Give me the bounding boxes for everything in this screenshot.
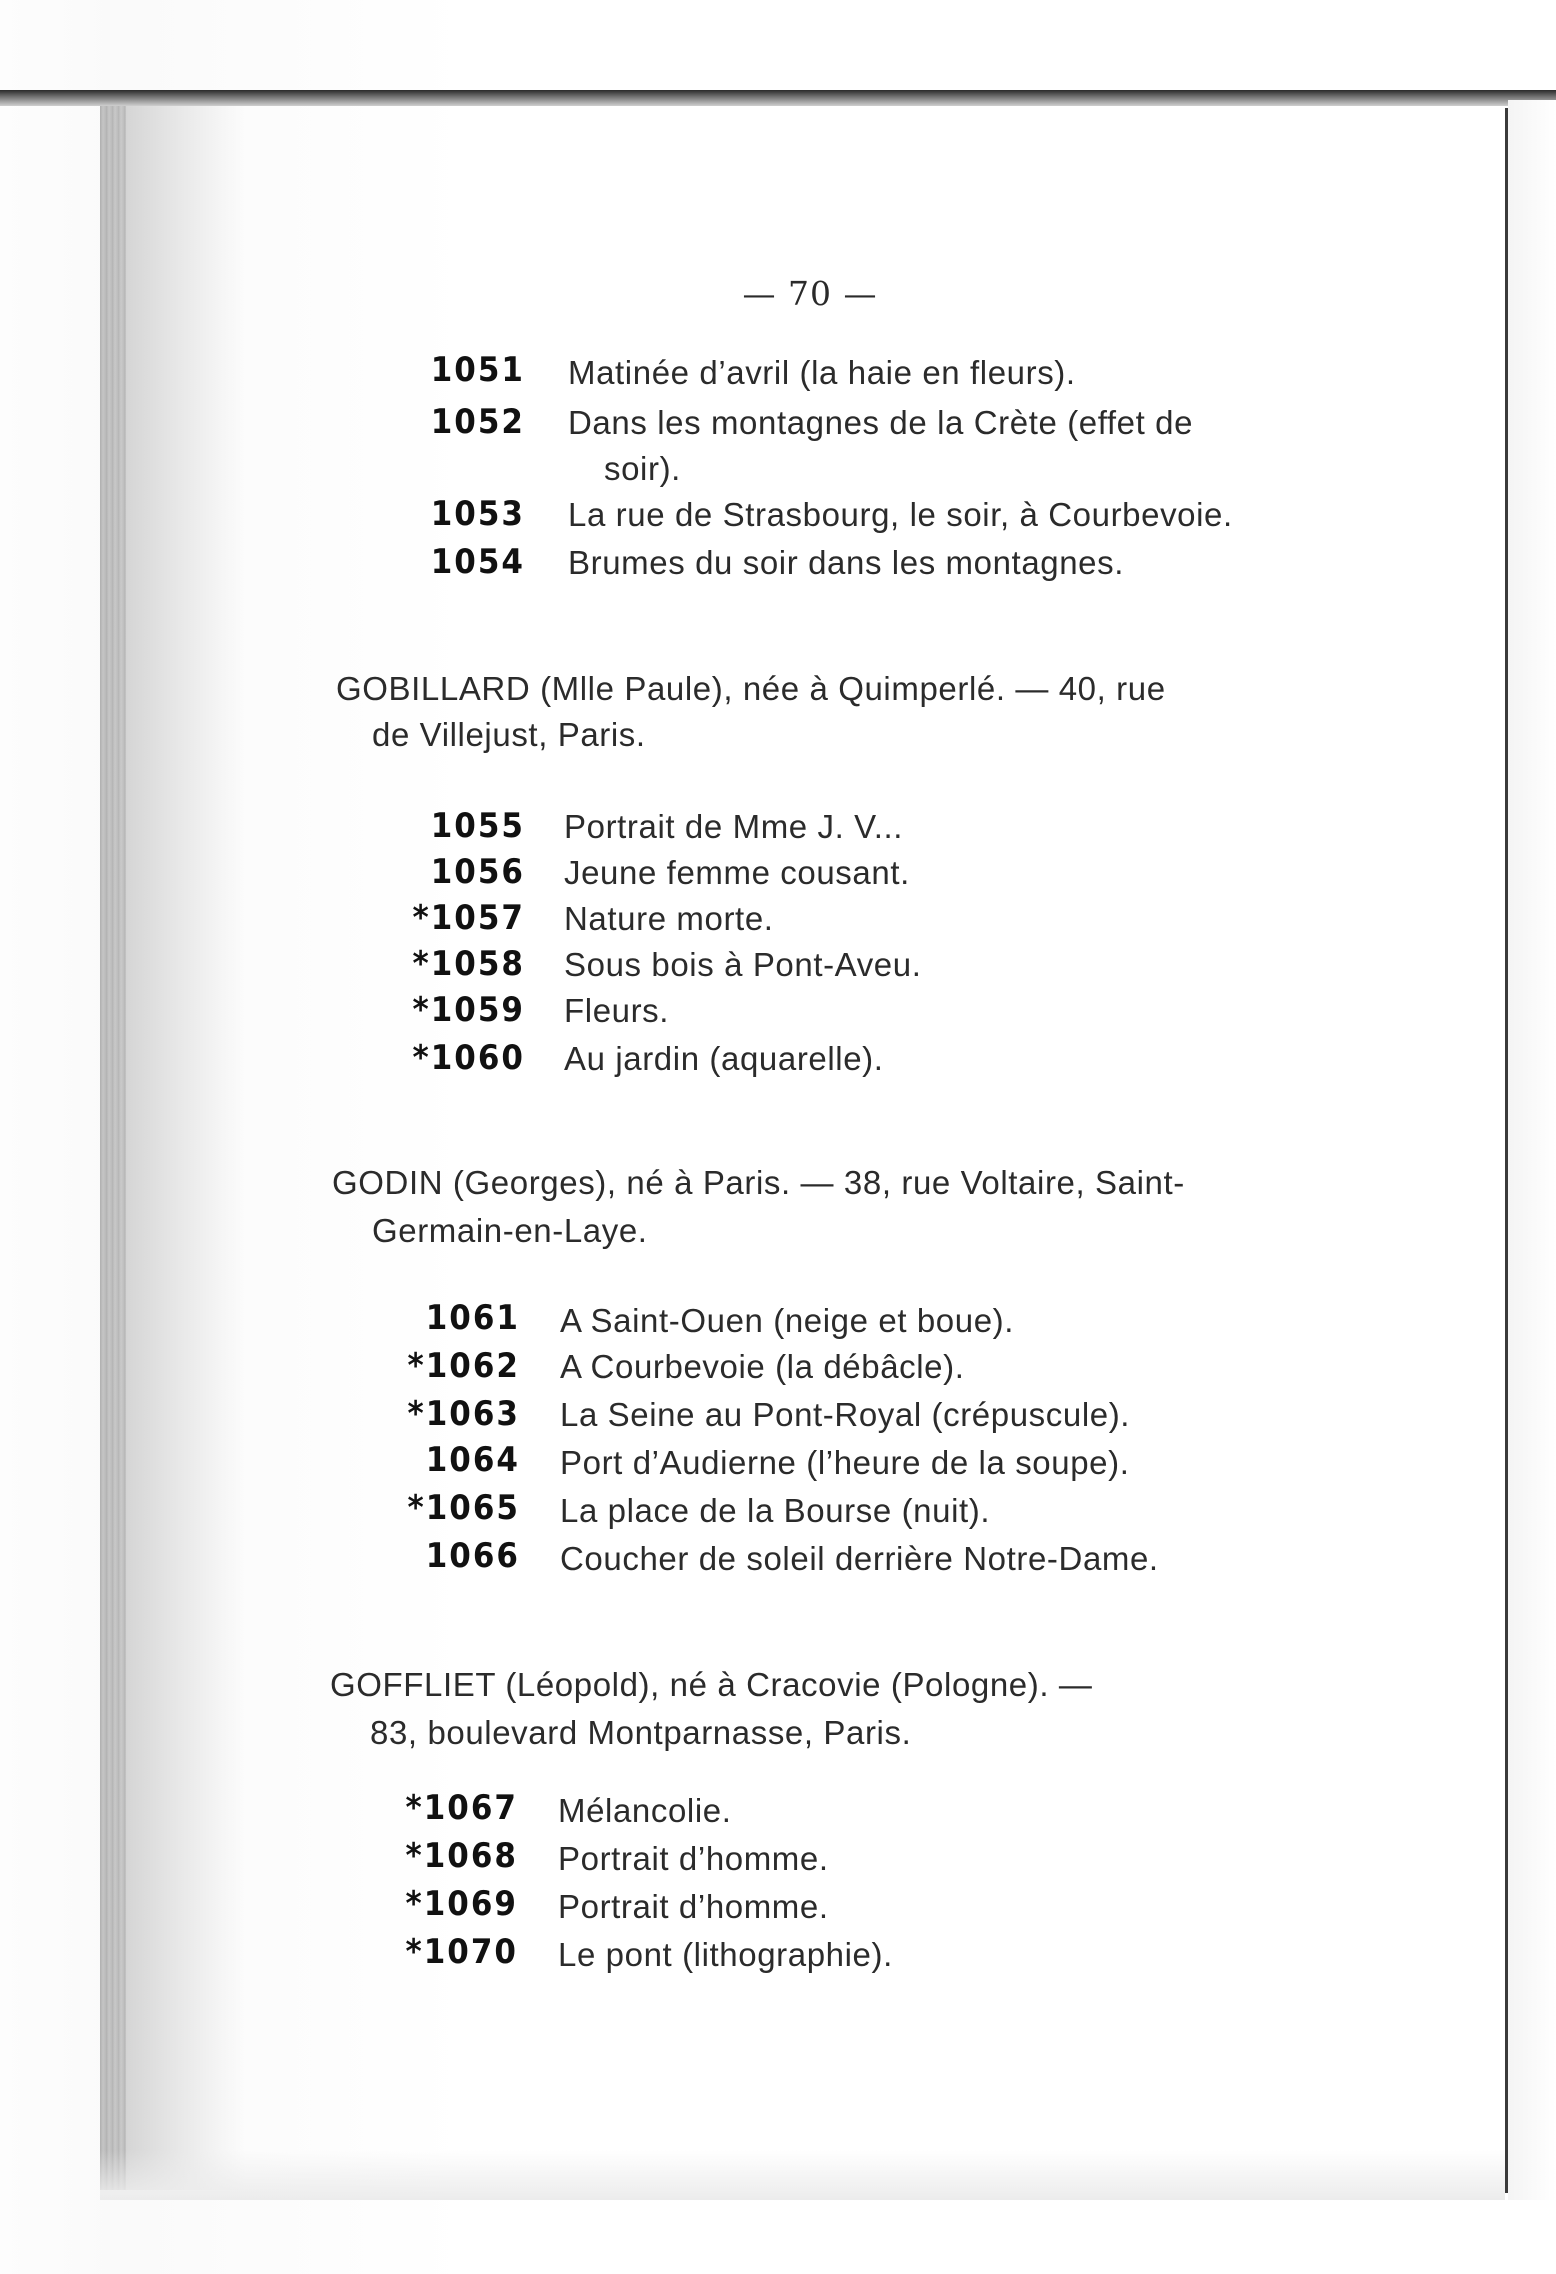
entry-title: Dans les montagnes de la Crète (effet de <box>568 404 1194 441</box>
entry-number: 1054 <box>430 542 525 582</box>
entry-number: 1056 <box>430 852 525 892</box>
catalogue-entry <box>298 1838 518 1884</box>
artist-heading: GOFFLIET (Léopold), né à Cracovie (Pologne). — <box>330 1666 1093 1703</box>
entry-number: *1059 <box>412 990 525 1030</box>
entry-title: Au jardin (aquarelle). <box>564 1040 884 1077</box>
page-right-edge <box>1508 100 1556 2200</box>
catalogue-entry <box>305 992 525 1038</box>
page-bottom-shadow <box>100 2150 1505 2200</box>
entry-number: 1064 <box>425 1440 520 1480</box>
entry-title: Mélancolie. <box>558 1792 732 1829</box>
book-binding <box>100 100 126 2190</box>
catalogue-entry <box>300 1396 520 1442</box>
entry-number: 1066 <box>425 1536 520 1576</box>
artist-address: 83, boulevard Montparnasse, Paris. <box>370 1714 912 1751</box>
entry-title: Brumes du soir dans les montagnes. <box>568 544 1125 581</box>
entry-number: *1068 <box>405 1836 518 1876</box>
entry-number: *1070 <box>405 1932 518 1972</box>
page-right-border <box>1505 108 1508 2193</box>
catalogue-entry <box>300 1300 520 1346</box>
entry-number: *1060 <box>412 1038 525 1078</box>
entry-title: A Saint-Ouen (neige et boue). <box>560 1302 1015 1339</box>
catalogue-entry <box>300 1442 520 1488</box>
catalogue-entry <box>305 900 525 946</box>
catalogue-entry <box>305 496 525 542</box>
entry-title: Coucher de soleil derrière Notre-Dame. <box>560 1540 1159 1577</box>
entry-number: *1069 <box>405 1884 518 1924</box>
entry-title: Nature morte. <box>564 900 774 937</box>
entry-number: *1063 <box>407 1394 520 1434</box>
catalogue-entry <box>305 544 525 590</box>
catalogue-entry <box>300 1490 520 1536</box>
entry-title: Le pont (lithographie). <box>558 1936 893 1973</box>
catalogue-entry <box>305 404 525 450</box>
entry-title: Portrait d’homme. <box>558 1840 829 1877</box>
entry-number: 1055 <box>430 806 525 846</box>
entry-number: 1061 <box>425 1298 520 1338</box>
catalogue-entry <box>305 808 525 854</box>
artist-heading: GODIN (Georges), né à Paris. — 38, rue Voltaire, Saint- <box>332 1164 1185 1201</box>
entry-title: Sous bois à Pont-Aveu. <box>564 946 922 983</box>
page-number: — 70 — <box>742 274 878 313</box>
entry-title: La rue de Strasbourg, le soir, à Courbevoie. <box>568 496 1233 533</box>
catalogue-entry <box>298 1790 518 1836</box>
artist-address: de Villejust, Paris. <box>372 716 646 753</box>
entry-title: Jeune femme cousant. <box>564 854 910 891</box>
entry-title: Fleurs. <box>564 992 670 1029</box>
entry-number: *1062 <box>407 1346 520 1386</box>
artist-heading: GOBILLARD (Mlle Paule), née à Quimperlé. — 40, rue <box>336 670 1166 707</box>
entry-number: 1051 <box>430 350 525 390</box>
catalogue-entry <box>305 352 525 398</box>
entry-title: Portrait de Mme J. V... <box>564 808 904 845</box>
entry-number: *1057 <box>412 898 525 938</box>
entry-number: *1058 <box>412 944 525 984</box>
catalogue-entry <box>305 1040 525 1086</box>
entry-title-continuation: soir). <box>604 450 681 487</box>
catalogue-entry <box>298 1934 518 1980</box>
catalogue-entry <box>300 1538 520 1584</box>
entry-title: Portrait d’homme. <box>558 1888 829 1925</box>
entry-title: La place de la Bourse (nuit). <box>560 1492 991 1529</box>
entry-number: *1067 <box>405 1788 518 1828</box>
catalogue-entry <box>305 854 525 900</box>
entry-number: 1052 <box>430 402 525 442</box>
entry-title: Matinée d’avril (la haie en fleurs). <box>568 354 1076 391</box>
catalogue-entry <box>305 946 525 992</box>
page-top-edge <box>0 90 1556 106</box>
entry-number: *1065 <box>407 1488 520 1528</box>
artist-address: Germain-en-Laye. <box>372 1212 648 1249</box>
entry-title: A Courbevoie (la débâcle). <box>560 1348 965 1385</box>
catalogue-entry <box>298 1886 518 1932</box>
entry-title: La Seine au Pont-Royal (crépuscule). <box>560 1396 1131 1433</box>
entry-title: Port d’Audierne (l’heure de la soupe). <box>560 1444 1130 1481</box>
entry-number: 1053 <box>430 494 525 534</box>
catalogue-entry <box>300 1348 520 1394</box>
